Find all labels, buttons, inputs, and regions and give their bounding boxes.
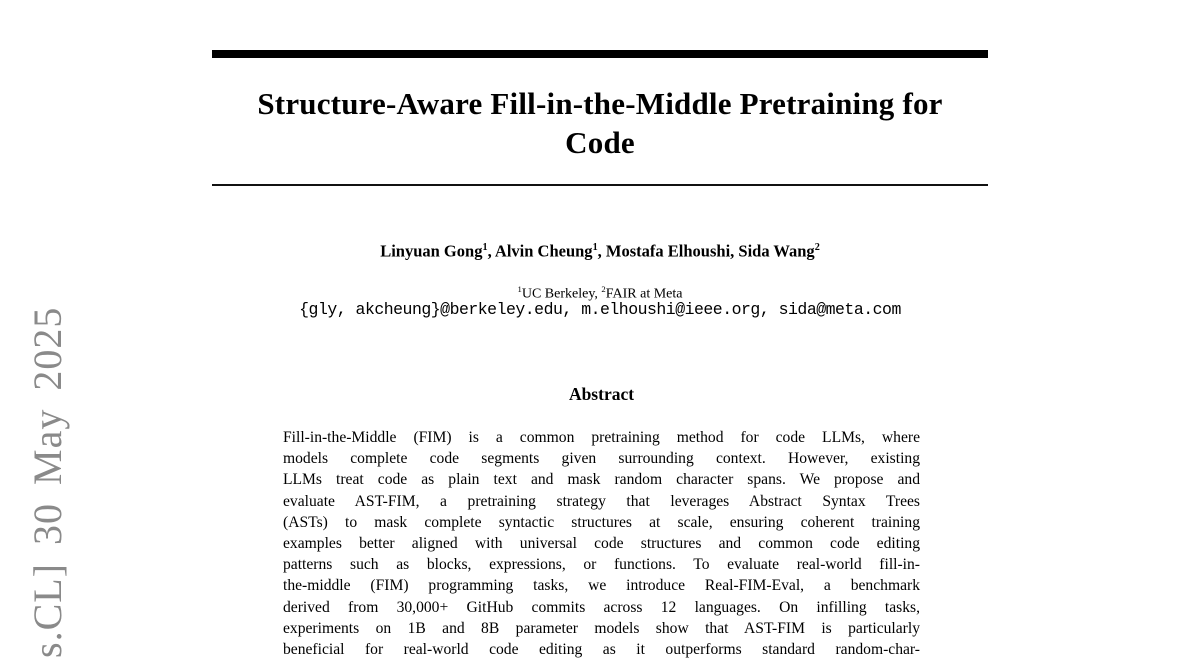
emails-line: {gly, akcheung}@berkeley.edu, m.elhoushi@ieee.org, sida@meta.com <box>299 300 901 319</box>
affiliation-superscript: 1 <box>517 284 522 294</box>
abstract-line: Fill-in-the-Middle (FIM) is a common pretraining method for code LLMs, where <box>283 429 920 446</box>
affiliation-superscript: 2 <box>601 284 606 294</box>
arxiv-stamp: s.CL] 30 May 2025 <box>25 306 70 658</box>
author-affiliation-superscript: 1 <box>482 242 488 253</box>
abstract-line: examples better aligned with universal code structures and common code editing <box>283 535 920 553</box>
abstract-line: LLMs treat code as plain text and mask random character spans. We propose and <box>283 471 920 489</box>
paper-title <box>212 84 988 162</box>
abstract-line: derived from 30,000+ GitHub commits across 12 languages. On infilling tasks, <box>283 598 920 616</box>
abstract-line: beneficial for real-world code editing as it outperforms standard random-char- <box>283 641 920 659</box>
abstract-line: evaluate AST-FIM, a pretraining strategy that leverages Abstract Syntax Trees <box>283 492 920 510</box>
title-line: Structure-Aware Fill-in-the-Middle Pretraining for <box>257 86 943 121</box>
abstract-line: (ASTs) to mask complete syntactic structures at scale, ensuring coherent training <box>283 513 920 531</box>
abstract-line: models complete code segments given surrounding context. However, existing <box>283 450 920 468</box>
author-affiliation-superscript: 1 <box>592 242 598 253</box>
abstract-line: patterns such as blocks, expressions, or functions. To evaluate real-world fill-in- <box>283 556 920 574</box>
abstract-heading: Abstract <box>568 384 635 404</box>
title-rule-bottom <box>212 184 988 186</box>
affiliations-line: $^1$UC Berkeley, $^2$FAIR at Meta <box>517 284 683 302</box>
title-rule-top <box>212 50 988 58</box>
title-line: Code <box>565 125 635 160</box>
author-name: Mostafa Elhoushi <box>605 241 731 261</box>
abstract-line: the-middle (FIM) programming tasks, we introduce Real-FIM-Eval, a benchmark <box>283 577 920 595</box>
author-name: Alvin Cheung <box>494 241 593 261</box>
author-affiliation-superscript: 2 <box>814 242 820 253</box>
author-name: Linyuan Gong <box>380 241 483 261</box>
abstract-text <box>283 427 920 660</box>
author-name: Sida Wang <box>738 241 815 261</box>
abstract-line: experiments on 1B and 8B parameter models show that AST-FIM is particularly <box>283 619 920 637</box>
authors-line: Linyuan Gong$^1$, Alvin Cheung$^1$, Mostafa Elhoushi, Sida Wang$^2$ <box>380 241 820 261</box>
